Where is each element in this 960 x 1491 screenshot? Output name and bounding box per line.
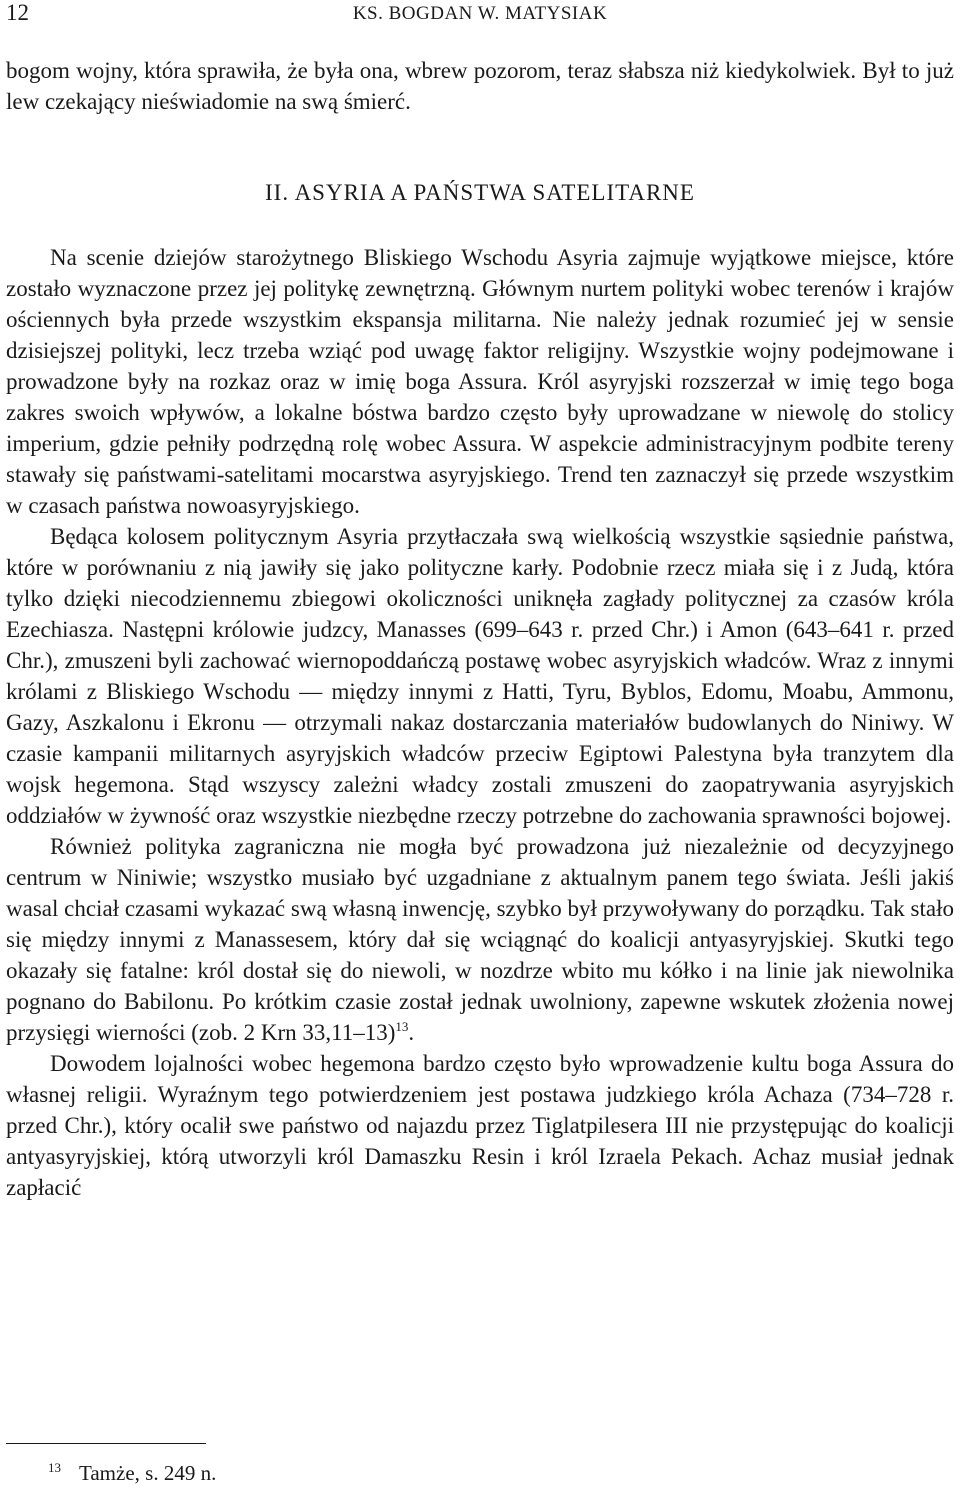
footnote-reference-tail: . (408, 1020, 415, 1045)
footnote-text: Tamże, s. 249 n. (79, 1461, 217, 1485)
paragraph-4: Dowodem lojalności wobec hegemona bardzo często było wprowadzenie kultu boga Assura do własnej religii. Wyraźnym tego potwierdzeniem jest postawa judzkiego króla Achaza (734–728 r. przed Chr.), który ocalił swe państwo od najazdu przez Tiglatpilesera III nie przystępując do koalicji antyasyryjskiej, którą utworzyli król Damaszku Resin i król Izraela Pekach. Achaz musiał jednak zapłacić (6, 1051, 954, 1200)
paragraph-1: Na scenie dziejów starożytnego Bliskiego Wschodu Asyria zajmuje wyjątkowe miejsce, które zostało wyznaczone przez jej politykę zewnętrzną. Głównym nurtem polityki wobec terenów i krajów ościennych była przede wszystkim ekspansja militarna. Nie należy jednak rozumieć jej w sensie dzisiejszej polityki, lecz trzeba wziąć pod uwagę faktor religijny. Wszystkie wojny podejmowane i prowadzone były na rozkaz oraz w imię boga Assura. Król asyryjski rozszerzał w imię tego boga zakres swoich wpływów, a lokalne bóstwa bardzo często były uprowadzane w niewolę do stolicy imperium, gdzie pełniły podrzędną rolę wobec Assura. W aspekcie administracyjnym podbite tereny stawały się państwami-satelitami mocarstwa asyryjskiego. Trend ten zaznaczył się przede wszystkim w czasach państwa nowoasyryjskiego. (6, 245, 954, 518)
paragraph-2: Będąca kolosem politycznym Asyria przytłaczała swą wielkością wszystkie sąsiednie państwa, które w porównaniu z nią jawiły się jako polityczne karły. Podobnie rzecz miała się i z Judą, która tylko dzięki niecodziennemu zbiegowi okoliczności uniknęła zagłady politycznej za czasów króla Ezechiasza. Następni królowie judzcy, Manasses (699–643 r. przed Chr.) i Amon (643–641 r. przed Chr.), zmuszeni byli zachować wiernopoddańczą postawę wobec asyryjskich władców. Wraz z innymi królami z Bliskiego Wschodu — między innymi z Hatti, Tyru, Byblos, Edomu, Moabu, Ammonu, Gazy, Aszkalonu i Ekronu — otrzymali nakaz dostarczania materiałów budowlanych do Niniwy. W czasie kampanii militarnych asyryjskich władców przeciw Egiptowi Palestyna była tranzytem dla wojsk hegemona. Stąd wszyscy zależni władcy zostali zmuszeni do zaopatrywania asyryjskich oddziałów w żywność oraz wszystkie niezbędne rzeczy potrzebne do zachowania sprawności bojowej. (6, 524, 954, 828)
intro-paragraph: bogom wojny, która sprawiła, że była ona, wbrew pozorom, teraz słabsza niż kiedykolwiek. Był to już lew czekający nieświadomie na swą śmierć. (6, 58, 954, 114)
paragraph-3 (6, 831, 954, 1048)
page-header (6, 0, 954, 30)
footnote-number: 13 (48, 1460, 61, 1475)
section-title: II. ASYRIA A PAŃSTWA SATELITARNE (265, 180, 695, 205)
footnote (48, 1461, 216, 1486)
page-number: 12 (6, 0, 29, 25)
footnote-reference: 13 (395, 1019, 409, 1034)
footnote-rule (6, 1443, 206, 1444)
main-text (6, 242, 954, 1203)
running-head: KS. BOGDAN W. MATYSIAK (352, 3, 608, 24)
intro-block (6, 55, 954, 117)
paragraph-3-text: Również polityka zagraniczna nie mogła być prowadzona już niezależnie od decyzyjnego centrum w Niniwie; wszystko musiało być uzgadniane z aktualnym panem tego świata. Jeśli jakiś wasal chciał czasami wykazać swą własną inwencję, szybko był przywoływany do porządku. Tak stało się między innymi z Manassesem, który dał się wciągnąć do koalicji antyasyryjskiej. Skutki tego okazały się fatalne: król dostał się do niewoli, w nozdrze wbito mu kółko i na linie jak niewolnika pognano do Babilonu. Po krótkim czasie został jednak uwolniony, zapewne wskutek złożenia nowej przysięgi wierności (zob. 2 Krn 33,11–13) (6, 834, 954, 1045)
